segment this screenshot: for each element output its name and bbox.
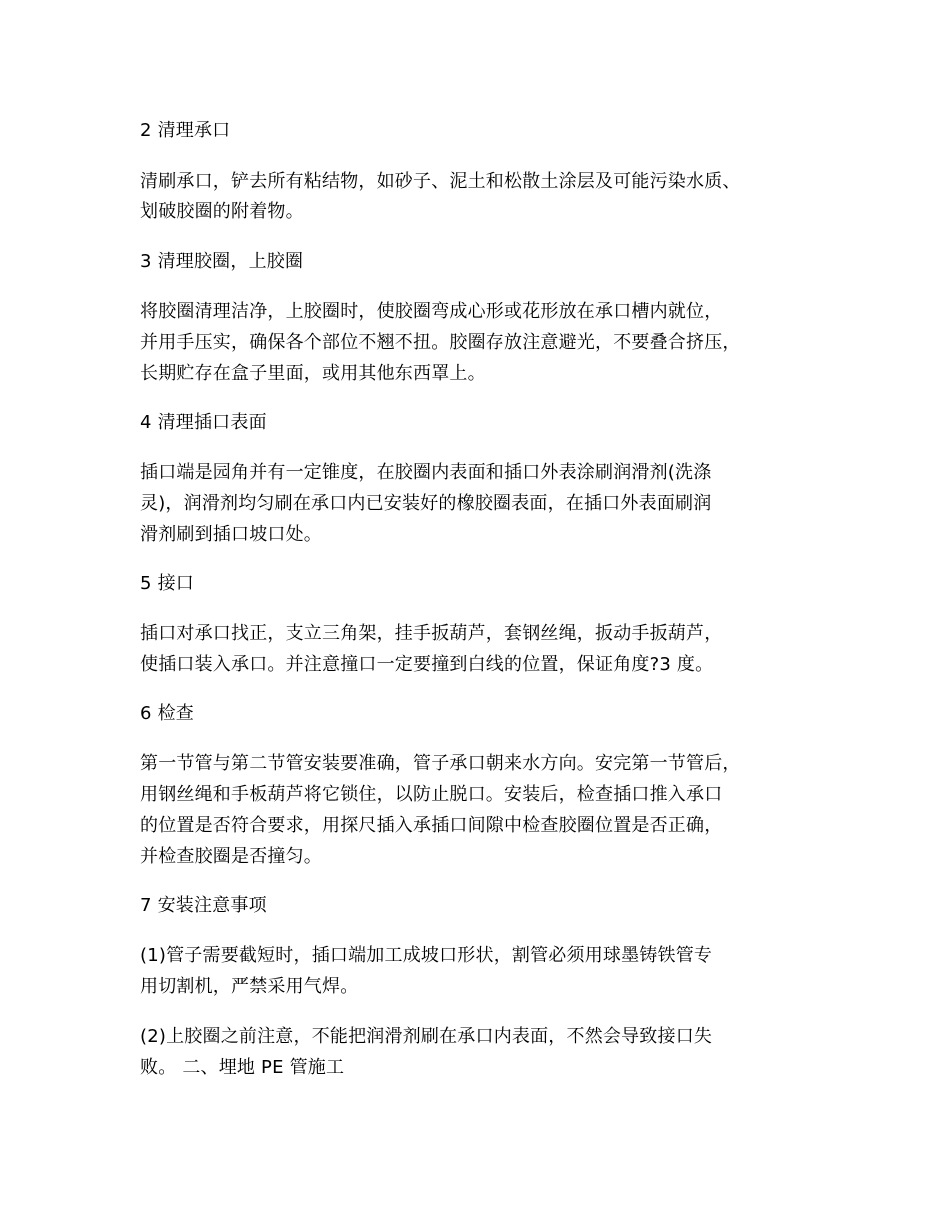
paragraph-line: 使插口装入承口。并注意撞口一定要撞到白线的位置，保证角度?3 度。 xyxy=(140,654,714,675)
paragraph-line: 长期贮存在盒子里面，或用其他东西罩上。 xyxy=(140,363,486,384)
section-heading-5: 5 接口 xyxy=(140,573,194,594)
paragraph-line: 将胶圈清理洁净，上胶圈时，使胶圈弯成心形或花形放在承口槽内就位， xyxy=(140,301,723,322)
paragraph-line: 的位置是否符合要求，用探尺插入承插口间隙中检查胶圈位置是否正确， xyxy=(140,815,723,836)
paragraph-line: 插口对承口找正，支立三角架，挂手扳葫芦，套钢丝绳，扳动手扳葫芦， xyxy=(140,623,723,644)
section-heading-4: 4 清理插口表面 xyxy=(140,412,267,433)
paragraph-line: 清刷承口，铲去所有粘结物，如砂子、泥土和松散土涂层及可能污染水质、 xyxy=(140,171,741,192)
section-heading-2: 2 清理承口 xyxy=(140,120,231,141)
paragraph-line: 第一节管与第二节管安装要准确，管子承口朝来水方向。安完第一节管后， xyxy=(140,753,741,774)
note-line: (2)上胶圈之前注意，不能把润滑剂刷在承口内表面，不然会导致接口失 xyxy=(140,1026,713,1047)
paragraph-line: 并检查胶圈是否撞匀。 xyxy=(140,846,322,867)
note-line: 败。 二、埋地 PE 管施工 xyxy=(140,1057,345,1078)
paragraph-line: 滑剂刷到插口坡口处。 xyxy=(140,524,322,545)
paragraph-line: 划破胶圈的附着物。 xyxy=(140,201,304,222)
paragraph-line: 插口端是园角并有一定锥度，在胶圈内表面和插口外表涂刷润滑剂(洗涤 xyxy=(140,462,712,483)
section-heading-3: 3 清理胶圈，上胶圈 xyxy=(140,251,304,272)
section-heading-7: 7 安装注意事项 xyxy=(140,895,267,916)
note-line: 用切割机，严禁采用气焊。 xyxy=(140,976,359,997)
note-line: (1)管子需要截短时，插口端加工成坡口形状，割管必须用球墨铸铁管专 xyxy=(140,945,713,966)
paragraph-line: 用钢丝绳和手板葫芦将它锁住，以防止脱口。安装后，检查插口推入承口 xyxy=(140,784,723,805)
paragraph-line: 并用手压实，确保各个部位不翘不扭。胶圈存放注意避光，不要叠合挤压， xyxy=(140,332,741,353)
paragraph-line: 灵)，润滑剂均匀刷在承口内已安装好的橡胶圈表面，在插口外表面刷润 xyxy=(140,493,712,514)
section-heading-6: 6 检查 xyxy=(140,703,194,724)
